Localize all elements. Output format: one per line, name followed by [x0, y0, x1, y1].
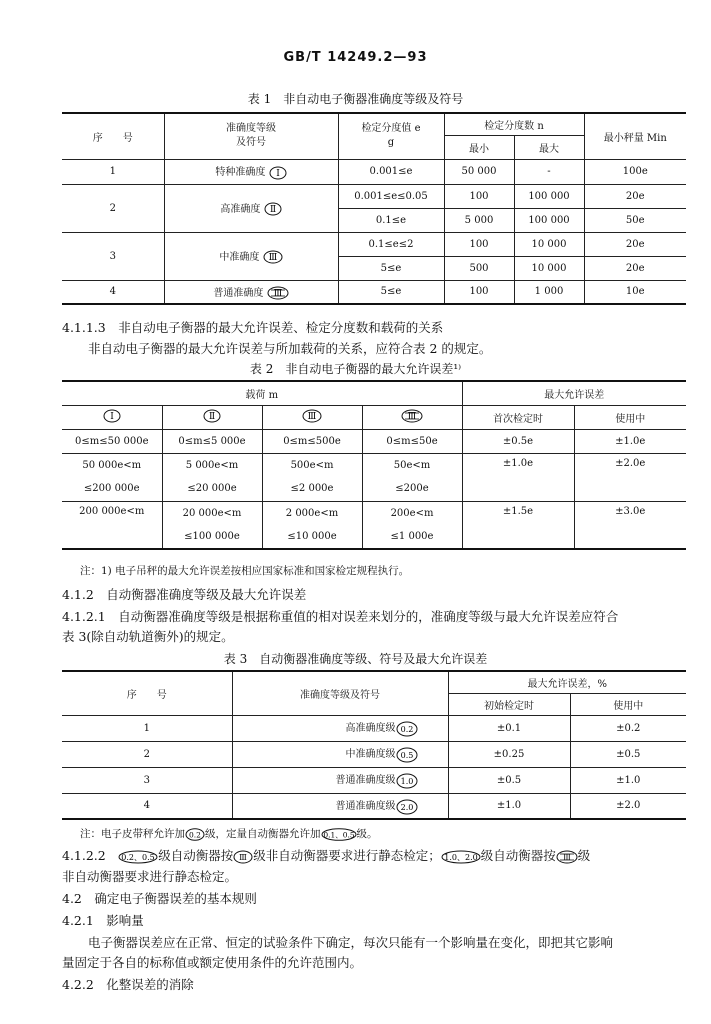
t2-r2-inuse: ±2.0e — [574, 453, 686, 501]
t1-r3-min: 50e — [584, 208, 686, 232]
t2-sym-3 — [262, 405, 362, 429]
t2-sym-3-text: Ⅲ — [307, 411, 317, 422]
t1-r4-sym: Ⅲ — [268, 253, 277, 264]
t1-r1-sym: Ⅰ — [275, 168, 280, 179]
t2-r3a-c4: 200e<m — [362, 501, 462, 525]
s4122-part-e: 级 — [577, 848, 591, 863]
t1-r6-e: 5≤e — [338, 280, 444, 304]
t2-r1-first: ±0.5e — [462, 429, 574, 453]
t3-r2-no: 2 — [62, 741, 232, 767]
t3-r3-first: ±0.5 — [448, 767, 570, 793]
t2-sym-2 — [162, 405, 262, 429]
t2-r2b-c3: ≤2 000e — [262, 477, 362, 501]
t2-r2a-c2: 5 000e<m — [162, 453, 262, 477]
t3-r1-grade-text: 高准确度级 — [345, 723, 396, 735]
circled-grade-icon — [396, 773, 418, 789]
t1-r4-grade-text: 中准确度 — [219, 251, 260, 263]
t3-r4-sym: 2.0 — [400, 802, 413, 812]
section-4113-body: 非自动电子衡器的最大允许误差与所加载荷的关系，应符合表 2 的规定。 — [88, 341, 492, 356]
section-4121-line2: 表 3(除自动轨道衡外)的规定。 — [62, 629, 234, 644]
table1-caption: 表 1 非自动电子衡器准确度等级及符号 — [247, 92, 464, 106]
t2-sym-1 — [62, 405, 162, 429]
section-412-heading: 4.1.2 自动衡器准确度等级及最大允许误差 — [62, 587, 307, 602]
table3 — [62, 670, 686, 820]
circled-grade-icon — [396, 721, 418, 737]
t1-r4-min: 20e — [584, 232, 686, 256]
t1-r6-nmax: 1 000 — [514, 280, 584, 304]
t3-r2-grade-text: 中准确度级 — [345, 749, 396, 761]
t3-r3-grade-text: 普通准确度级 — [335, 775, 396, 787]
section-4113-heading: 4.1.1.3 非自动电子衡器的最大允许误差、检定分度数和载荷的关系 — [62, 320, 444, 335]
t1-r2-no: 2 — [62, 184, 164, 232]
t2-r3b-c4: ≤1 000e — [362, 525, 462, 549]
t3-head-mpe: 最大允许误差，% — [448, 671, 686, 693]
table2-caption: 表 2 非自动电子衡器的最大允许误差¹⁾ — [249, 362, 462, 376]
t3-r2-grade — [232, 741, 448, 767]
t1-head-grade-l2: 及符号 — [236, 137, 266, 149]
t1-head-e-l1: 检定分度值 e — [361, 123, 421, 135]
circled-roman-1-icon — [269, 166, 287, 180]
s4122-sym2: Ⅲ — [239, 852, 248, 862]
circled-grade-icon — [441, 850, 481, 864]
section-4122-line2: 非自动衡器要求进行静态检定。 — [62, 869, 238, 884]
t2-r2b-c4: ≤200e — [362, 477, 462, 501]
circled-roman-4-icon — [267, 286, 289, 300]
section-42-heading: 4.2 确定电子衡器误差的基本规则 — [62, 891, 257, 906]
circled-grade-icon — [321, 828, 357, 841]
circled-roman-4-icon — [556, 850, 578, 864]
t3-head-seq: 序 号 — [62, 671, 232, 715]
circled-roman-3-icon — [233, 850, 253, 864]
s4122-part-a: 4.1.2.2 — [62, 848, 119, 863]
t3-r4-grade — [232, 793, 448, 819]
table3-caption: 表 3 自动衡器准确度等级、符号及最大允许误差 — [223, 652, 488, 666]
t2-r3a-c3: 2 000e<m — [262, 501, 362, 525]
t1-r3-nmax: 100 000 — [514, 208, 584, 232]
t2-head-mpe: 最大允许误差 — [462, 381, 686, 405]
page-header: GB/T 14249.2—93 — [283, 50, 428, 65]
t2-head-first: 首次检定时 — [462, 405, 574, 429]
t1-r6-no: 4 — [62, 280, 164, 304]
t3-note-sym1: 0.2 — [189, 830, 201, 839]
t2-sym-2-text: Ⅱ — [208, 411, 216, 422]
t1-head-nmin: 最小 — [444, 135, 514, 159]
t1-r2-e: 0.001≤e≤0.05 — [338, 184, 444, 208]
t1-r5-nmin: 500 — [444, 256, 514, 280]
t3-r3-sym: 1.0 — [400, 776, 413, 786]
t2-r2a-c4: 50e<m — [362, 453, 462, 477]
t1-r4-e: 0.1≤e≤2 — [338, 232, 444, 256]
t1-head-seq: 序 号 — [62, 113, 164, 159]
t1-r6-sym: Ⅲ — [273, 289, 282, 299]
circled-grade-icon — [396, 799, 418, 815]
t2-r2b-c2: ≤20 000e — [162, 477, 262, 501]
t1-r5-e: 5≤e — [338, 256, 444, 280]
s4122-part-d: 级自动衡器按 — [480, 848, 556, 863]
t1-head-n: 检定分度数 n — [444, 113, 584, 135]
t3-r2-sym: 0.5 — [400, 750, 413, 760]
t1-r2-nmin: 100 — [444, 184, 514, 208]
circled-grade-icon — [396, 747, 418, 763]
t2-r3-c1: 200 000e<m — [62, 501, 162, 549]
t1-head-grade — [164, 113, 338, 159]
t3-r2-inuse: ±0.5 — [570, 741, 686, 767]
t2-r1-inuse: ±1.0e — [574, 429, 686, 453]
t1-r1-nmax: - — [514, 159, 584, 184]
t2-r3-inuse: ±3.0e — [574, 501, 686, 549]
t3-head-inuse: 使用中 — [570, 693, 686, 715]
t2-sym-4 — [362, 405, 462, 429]
t2-r2a-c3: 500e<m — [262, 453, 362, 477]
circled-roman-2-icon — [264, 202, 282, 216]
section-421-line2: 量固定于各自的标称值或额定使用条件的允许范围内。 — [62, 955, 363, 970]
t1-r5-min: 20e — [584, 256, 686, 280]
s4122-part-c: 级非自动衡器要求进行静态检定； — [253, 848, 441, 863]
t3-r1-first: ±0.1 — [448, 715, 570, 741]
t1-head-minload: 最小秤量 Min — [584, 113, 686, 159]
s4122-sym1: 0.2、0.5 — [121, 852, 155, 862]
t1-r1-grade-text: 特种准确度 — [215, 167, 266, 179]
section-422-heading: 4.2.2 化整误差的消除 — [62, 977, 194, 992]
t1-r2-nmax: 100 000 — [514, 184, 584, 208]
t3-r3-inuse: ±1.0 — [570, 767, 686, 793]
t3-r4-inuse: ±2.0 — [570, 793, 686, 819]
s4122-part-b: 级自动衡器按 — [158, 848, 234, 863]
section-4122-line1 — [62, 846, 590, 864]
circled-roman-3-icon — [302, 409, 322, 423]
t3-r1-sym: 0.2 — [400, 724, 413, 734]
s4122-sym3: 1.0、2.0 — [444, 852, 478, 862]
t1-r2-min: 20e — [584, 184, 686, 208]
t1-r4-grade — [164, 232, 338, 280]
t2-r2b-c1: ≤200 000e — [62, 477, 162, 501]
circled-roman-4-icon — [401, 409, 423, 423]
s4122-sym4: Ⅲ — [562, 852, 571, 862]
t1-r6-grade-text: 普通准确度 — [213, 287, 264, 299]
section-421-line1: 电子衡器误差应在正常、恒定的试验条件下确定，每次只能有一个影响量在变化，即把其它影响 — [88, 935, 614, 950]
circled-roman-1-icon — [103, 409, 121, 423]
circled-grade-icon — [185, 828, 205, 841]
t1-r5-nmax: 10 000 — [514, 256, 584, 280]
table3-note — [80, 826, 378, 841]
t1-r3-e: 0.1≤e — [338, 208, 444, 232]
table2-note: 注：1) 电子吊秤的最大允许误差按相应国家标准和国家检定规程执行。 — [80, 565, 410, 577]
t2-sym-1-text: Ⅰ — [109, 411, 114, 422]
t1-head-e-l2: g — [387, 137, 395, 149]
t2-r1-c4: 0≤m≤50e — [362, 429, 462, 453]
t3-r2-first: ±0.25 — [448, 741, 570, 767]
t3-head-grade: 准确度等级及符号 — [232, 671, 448, 715]
t1-r2-grade-text: 高准确度 — [220, 203, 261, 215]
t2-r2a-c1: 50 000e<m — [62, 453, 162, 477]
t3-r4-grade-text: 普通准确度级 — [335, 801, 396, 812]
t2-r3b-c2: ≤100 000e — [162, 525, 262, 549]
t1-r1-no: 1 — [62, 159, 164, 184]
t3-r3-grade — [232, 767, 448, 793]
t2-r2-first: ±1.0e — [462, 453, 574, 501]
t2-sym-4-text: Ⅲ — [407, 411, 417, 422]
t1-r3-nmin: 5 000 — [444, 208, 514, 232]
t3-note-part-a: 注：电子皮带秤允许加 — [80, 828, 185, 840]
circled-grade-icon — [118, 850, 158, 864]
t3-r4-first: ±1.0 — [448, 793, 570, 819]
t1-head-e — [338, 113, 444, 159]
circled-roman-2-icon — [203, 409, 221, 423]
t3-note-sym2: 0.1、0.5 — [322, 830, 355, 839]
t3-head-first: 初始检定时 — [448, 693, 570, 715]
t2-r3-first: ±1.5e — [462, 501, 574, 549]
t3-note-part-b: 级，定量自动衡器允许加 — [205, 828, 321, 840]
t1-r4-no: 3 — [62, 232, 164, 280]
t1-r4-nmin: 100 — [444, 232, 514, 256]
t3-r1-no: 1 — [62, 715, 232, 741]
t2-head-inuse: 使用中 — [574, 405, 686, 429]
t2-r1-c1: 0≤m≤50 000e — [62, 429, 162, 453]
t1-r1-e: 0.001≤e — [338, 159, 444, 184]
t1-r6-min: 10e — [584, 280, 686, 304]
table1 — [62, 112, 686, 305]
t1-r6-nmin: 100 — [444, 280, 514, 304]
t3-note-part-c: 级。 — [356, 828, 378, 840]
t3-r4-no: 4 — [62, 793, 232, 819]
t1-head-nmax: 最大 — [514, 135, 584, 159]
t3-r1-inuse: ±0.2 — [570, 715, 686, 741]
t1-head-grade-l1: 准确度等级 — [226, 123, 276, 135]
t1-r2-sym: Ⅱ — [269, 205, 276, 216]
t1-r1-nmin: 50 000 — [444, 159, 514, 184]
t1-r4-nmax: 10 000 — [514, 232, 584, 256]
table2 — [62, 380, 686, 550]
t2-r3a-c2: 20 000e<m — [162, 501, 262, 525]
circled-roman-3-icon — [263, 250, 283, 264]
t1-r2-grade — [164, 184, 338, 232]
t2-r3b-c3: ≤10 000e — [262, 525, 362, 549]
section-4121-line1: 4.1.2.1 自动衡器准确度等级是根据称重值的相对误差来划分的，准确度等级与最大允许误差应符合 — [62, 609, 619, 624]
t1-r1-min: 100e — [584, 159, 686, 184]
t1-r1-grade — [164, 159, 338, 184]
t2-head-load: 载荷 m — [62, 381, 462, 405]
t1-r6-grade — [164, 280, 338, 304]
t3-r1-grade — [232, 715, 448, 741]
section-421-heading: 4.2.1 影响量 — [62, 913, 144, 928]
t2-r1-c2: 0≤m≤5 000e — [162, 429, 262, 453]
t2-r1-c3: 0≤m≤500e — [262, 429, 362, 453]
t3-r3-no: 3 — [62, 767, 232, 793]
